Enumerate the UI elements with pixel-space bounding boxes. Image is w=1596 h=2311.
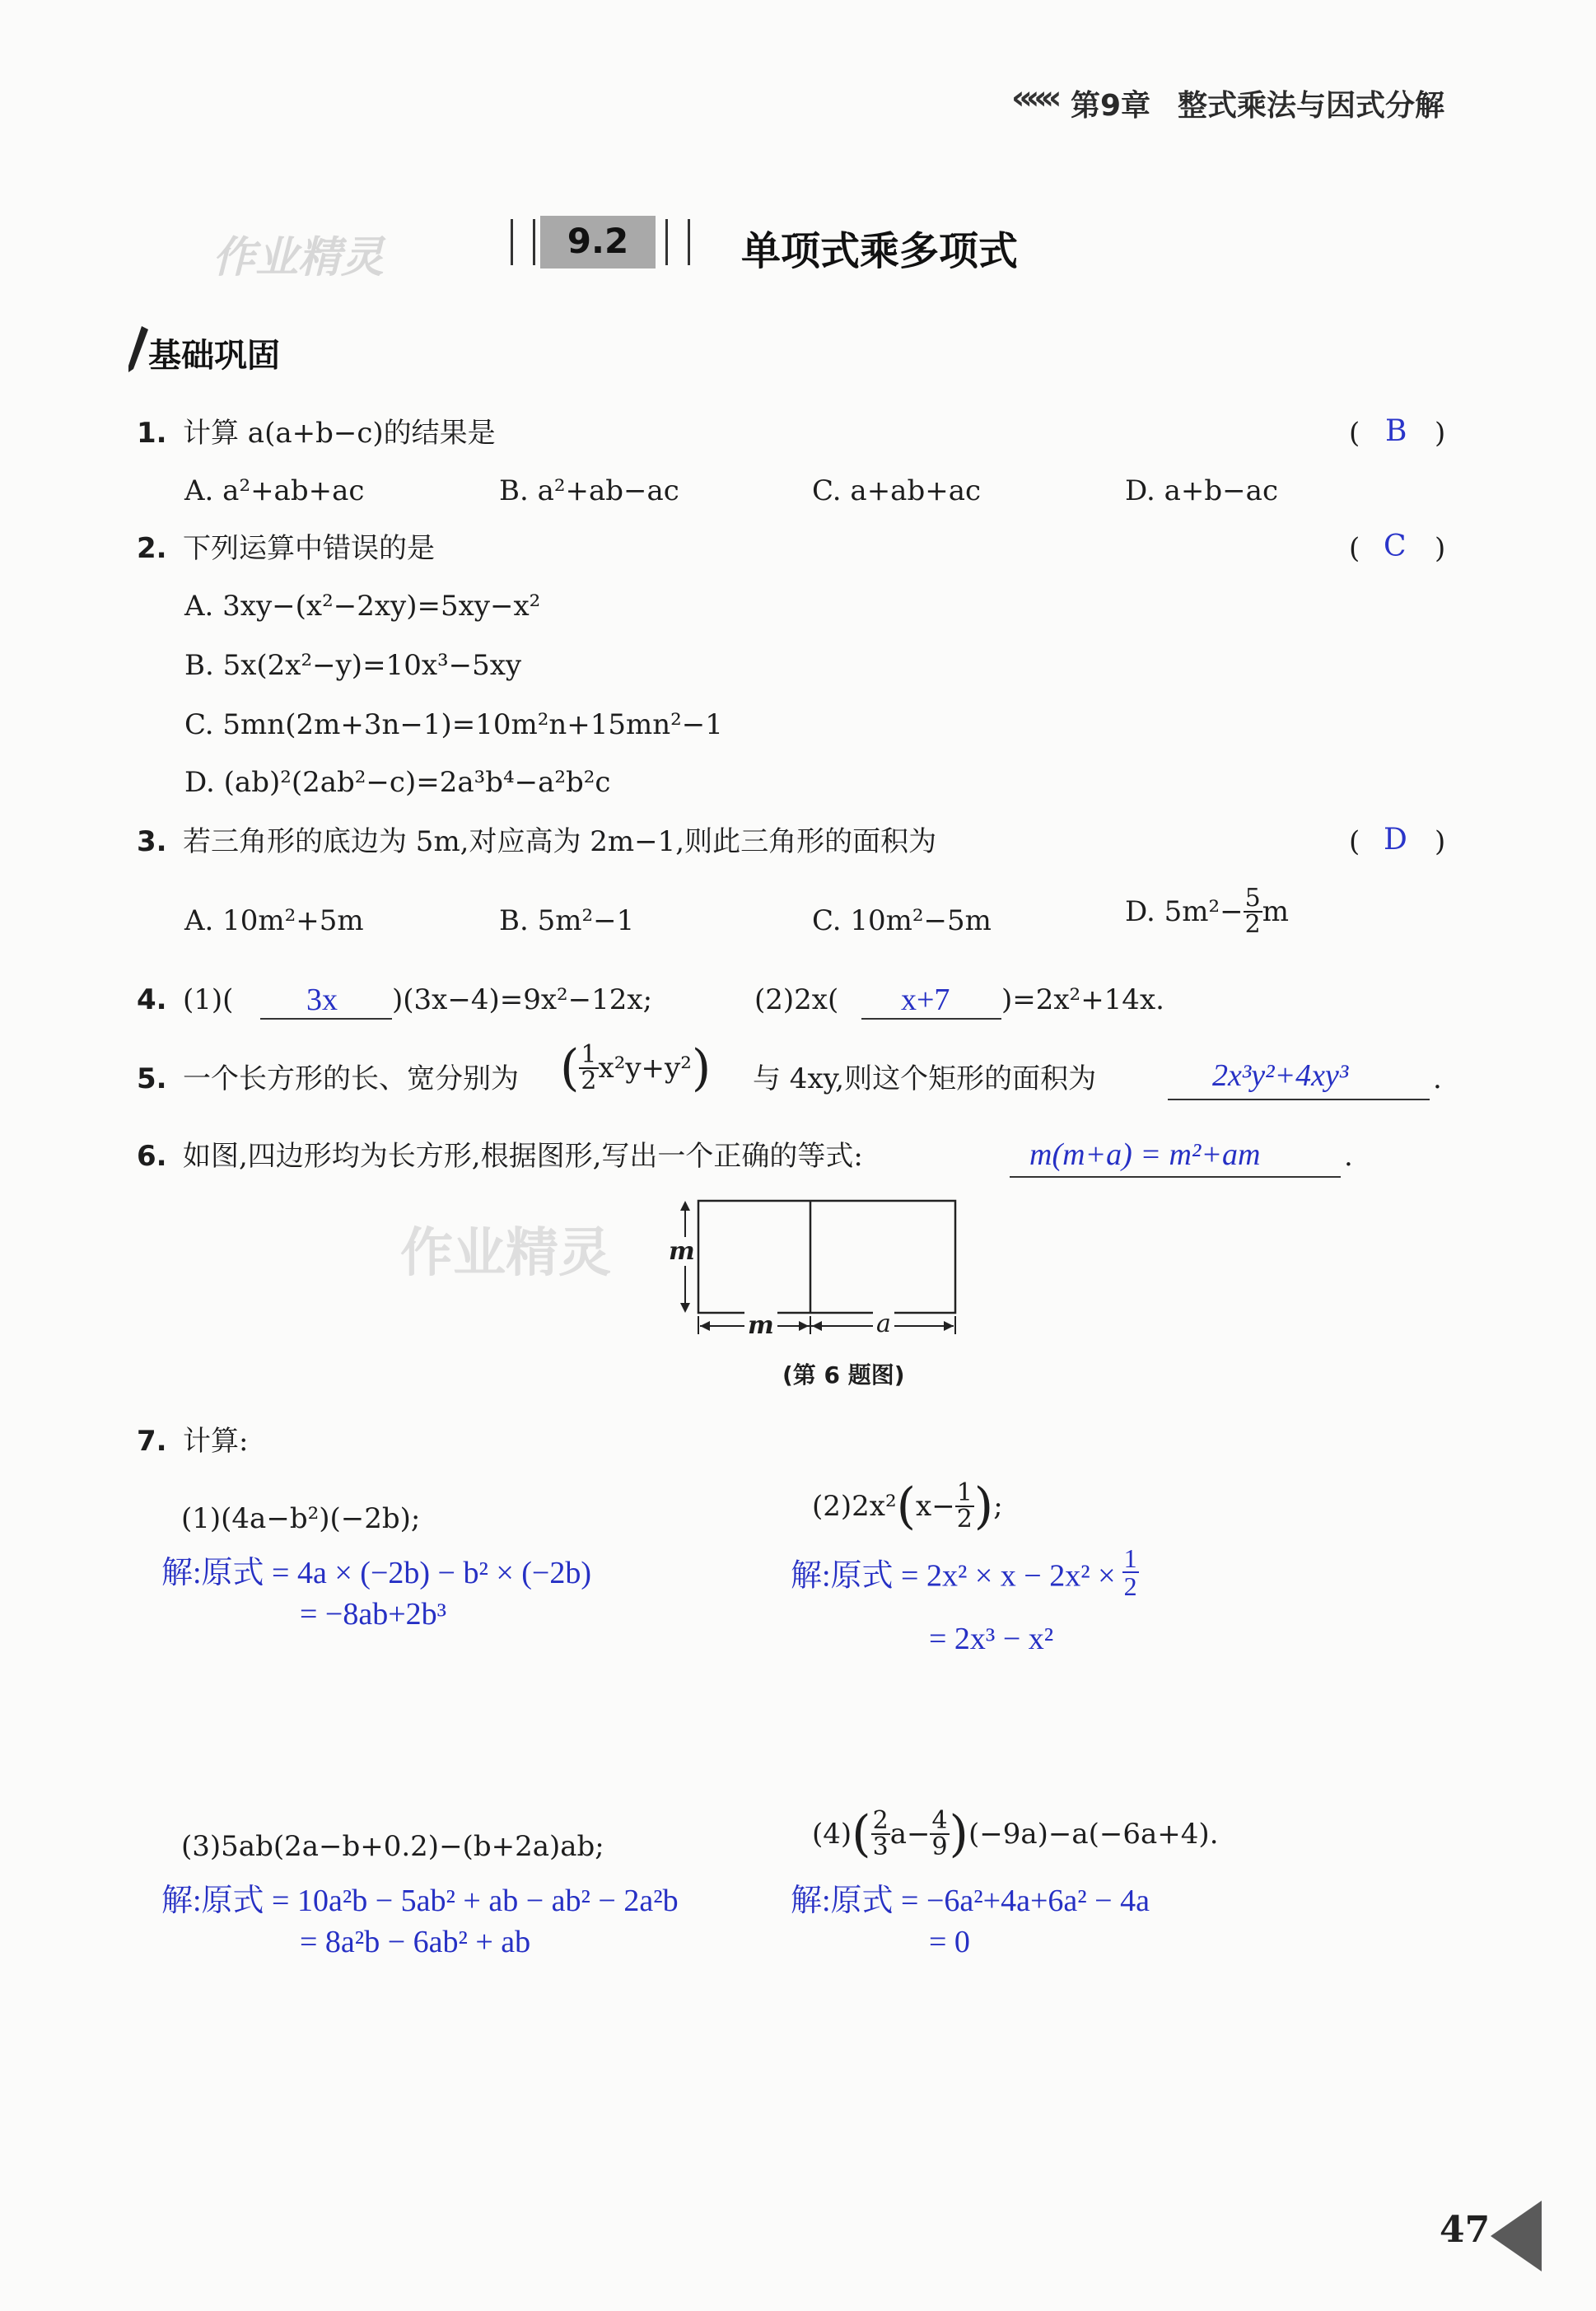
- q4-part1-answer: 3x: [306, 983, 338, 1017]
- q7-part2-problem-post: ;: [993, 1490, 1003, 1523]
- q1-number: 1.: [137, 417, 167, 450]
- q3-bracket-close: ): [1435, 825, 1446, 858]
- q7-part4-fraction2: $\frac{4}{9}$: [931, 1806, 948, 1861]
- subsection-title: 基础巩固: [148, 337, 280, 375]
- q7-part2-problem-fraction: $\frac{1}{2}$: [956, 1478, 973, 1534]
- q7-part2-line2: = 2x³ − x²: [929, 1622, 1054, 1656]
- q3-option-d: [1125, 886, 1289, 937]
- q3-answer: D: [1384, 823, 1407, 857]
- q6-answer: m(m+a) = m²+am: [1029, 1137, 1261, 1172]
- q1-text: 计算 a(a+b−c)的结果是: [183, 417, 496, 450]
- q5-answer: 2x³y²+4xy³: [1212, 1058, 1349, 1093]
- q4-part1-post: )(3x−4)=9x²−12x;: [392, 983, 653, 1016]
- q6-number: 6.: [137, 1140, 167, 1173]
- q3-option-b: B. 5m²−1: [499, 904, 635, 937]
- q7-part2-problem-inner: x−: [916, 1490, 955, 1523]
- header-chapter: 第9章: [1071, 89, 1151, 123]
- pencil-icon: [127, 326, 148, 376]
- q7-part3-problem: (3)5ab(2a−b+0.2)−(b+2a)ab;: [181, 1830, 604, 1863]
- q3-number: 3.: [137, 825, 167, 858]
- q4-part2-answer: x+7: [901, 983, 950, 1017]
- q5-number: 5.: [137, 1062, 167, 1095]
- q1-option-c: C. a+ab+ac: [812, 474, 982, 507]
- q7-part2-paren-close: ): [973, 1478, 994, 1535]
- q2-option-c: C. 5mn(2m+3n−1)=10m²n+15mn²−1: [184, 708, 723, 741]
- q7-part4-fraction1: $\frac{2}{3}$: [872, 1806, 889, 1861]
- q7-part1-problem: (1)(4a−b²)(−2b);: [181, 1502, 421, 1535]
- q3-option-d-text: D. 5m²−: [1125, 895, 1244, 928]
- q6-figure-label-m-side: m: [669, 1237, 695, 1266]
- q2-option-d: D. (ab)²(2ab²−c)=2a³b⁴−a²b²c: [184, 766, 611, 799]
- q4-number: 4.: [137, 983, 167, 1016]
- q2-number: 2.: [137, 532, 167, 565]
- q2-bracket: (: [1349, 532, 1360, 565]
- q1-option-b: B. a²+ab−ac: [499, 474, 679, 507]
- q4-part2-blank: [861, 1018, 1001, 1020]
- q6-text: 如图,四边形均为长方形,根据图形,写出一个正确的等式:: [183, 1140, 863, 1173]
- q5-inner: x²y+y²: [598, 1052, 692, 1085]
- q5-blank: [1168, 1099, 1430, 1100]
- q6-figure-label-a-bottom: a: [873, 1310, 894, 1338]
- header-chapter-title: 整式乘法与因式分解: [1178, 89, 1445, 123]
- q7-number: 7.: [137, 1425, 167, 1458]
- q2-text: 下列运算中错误的是: [183, 532, 435, 565]
- q7-part2-problem: [812, 1478, 1003, 1535]
- q7-part3-line1: 解:原式 = 10a²b − 5ab² + ab − ab² − 2a²b: [161, 1884, 679, 1918]
- q5-expression: [560, 1039, 712, 1097]
- q7-part4-paren-close: ): [949, 1805, 968, 1863]
- q7-part2-problem-pre: (2)2x²: [812, 1490, 897, 1523]
- q1-option-a: A. a²+ab+ac: [184, 474, 365, 507]
- q4-part2-pre: (2)2x(: [754, 983, 839, 1016]
- q7-part4-problem-pre: (4): [812, 1818, 852, 1851]
- q7-part1-line1: 解:原式 = 4a × (−2b) − b² × (−2b): [161, 1556, 592, 1590]
- q3-option-d-fraction: $\frac{5}{2}$: [1244, 884, 1261, 939]
- q7-part2-paren-open: (: [896, 1478, 917, 1535]
- q4-part1-blank: [260, 1018, 392, 1020]
- q7-part2-line1: [791, 1545, 1139, 1599]
- q3-option-d-tail: m: [1262, 895, 1289, 928]
- q3-option-c: C. 10m²−5m: [812, 904, 992, 937]
- q4-part2-post: )=2x²+14x.: [1001, 983, 1164, 1016]
- q7-part2-line1-fraction: $\frac{1}{2}$: [1123, 1543, 1137, 1601]
- section-bars-right: [665, 219, 690, 265]
- q2-answer: C: [1384, 530, 1407, 563]
- q5-fraction: $\frac{1}{2}$: [581, 1040, 597, 1095]
- q1-bracket: (: [1349, 417, 1360, 450]
- q7-part4-problem-post: (−9a)−a(−6a+4).: [968, 1818, 1219, 1851]
- q7-part3-line2: = 8a²b − 6ab² + ab: [300, 1925, 531, 1959]
- q2-option-b: B. 5x(2x²−y)=10x³−5xy: [184, 649, 522, 682]
- section-title: 单项式乘多项式: [741, 228, 1019, 274]
- q3-bracket: (: [1349, 825, 1360, 858]
- figure-watermark: 作业精灵: [400, 1223, 611, 1284]
- q5-end: .: [1433, 1062, 1442, 1095]
- q1-answer: B: [1385, 414, 1407, 448]
- q7-part4-line2: = 0: [929, 1925, 970, 1959]
- q7-text: 计算:: [183, 1425, 249, 1458]
- q1-bracket-close: ): [1435, 417, 1446, 450]
- q2-option-a: A. 3xy−(x²−2xy)=5xy−x²: [184, 590, 541, 623]
- q6-figure-caption: (第 6 题图): [782, 1361, 905, 1389]
- q6-blank: [1010, 1176, 1341, 1178]
- q7-part4-mid: a−: [889, 1818, 931, 1851]
- section-number-box: [511, 216, 692, 268]
- section-bars-left: [511, 219, 535, 265]
- q3-option-a: A. 10m²+5m: [184, 904, 364, 937]
- q2-bracket-close: ): [1435, 532, 1446, 565]
- q7-part2-line1-text: 解:原式 = 2x² × x − 2x² ×: [791, 1558, 1116, 1594]
- page-corner-triangle-icon: [1491, 2201, 1542, 2275]
- q5-paren-open: (: [560, 1039, 580, 1097]
- q1-option-d: D. a+b−ac: [1125, 474, 1278, 507]
- section-watermark: 作业精灵: [212, 233, 385, 282]
- q5-post: 与 4xy,则这个矩形的面积为: [753, 1062, 1097, 1095]
- q7-part4-paren-open: (: [852, 1805, 871, 1863]
- q6-figure: [664, 1194, 968, 1351]
- section-number: 9.2: [567, 221, 629, 261]
- q6-end: .: [1344, 1140, 1353, 1173]
- page-number: 47: [1440, 2209, 1491, 2251]
- q5-pre: 一个长方形的长、宽分别为: [183, 1062, 519, 1095]
- q6-figure-label-m-bottom: m: [744, 1311, 777, 1340]
- q3-text: 若三角形的底边为 5m,对应高为 2m−1,则此三角形的面积为: [183, 825, 937, 858]
- q7-part4-problem: [812, 1805, 1219, 1863]
- q7-part1-line2: = −8ab+2b³: [300, 1597, 447, 1632]
- q5-paren-close: ): [691, 1039, 712, 1097]
- header-arrows: «««: [1011, 79, 1056, 117]
- q7-part4-line1: 解:原式 = −6a²+4a+6a² − 4a: [791, 1884, 1150, 1918]
- q4-part1-pre: (1)(: [183, 983, 234, 1016]
